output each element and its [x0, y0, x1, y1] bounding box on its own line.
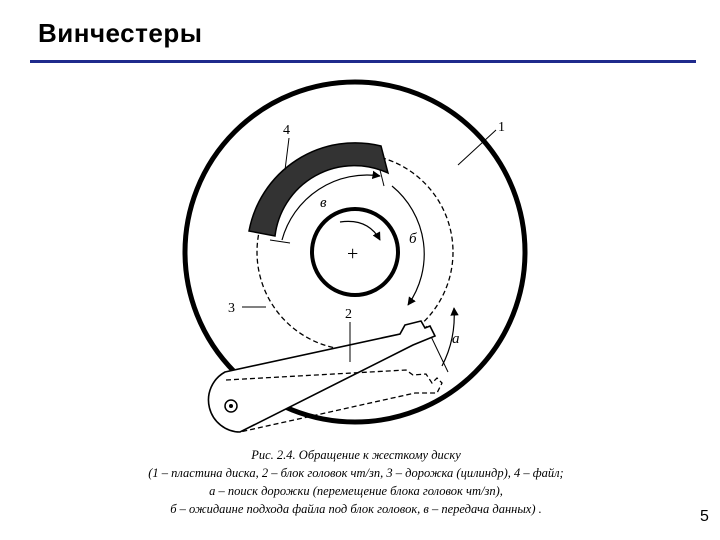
- label-head-block: 2: [345, 307, 352, 322]
- label-file: 4: [283, 123, 290, 138]
- slide-title: Винчестеры: [38, 18, 203, 48]
- caption-line: Рис. 2.4. Обращение к жесткому диску: [251, 448, 461, 462]
- label-disk: 1: [498, 120, 505, 135]
- spindle-label: +: [347, 243, 359, 265]
- slide-number: 5: [700, 508, 709, 525]
- transfer-label: в: [320, 195, 327, 211]
- seek-label: а: [452, 331, 460, 347]
- label-track: 3: [228, 301, 235, 316]
- figure-caption: [96, 446, 616, 518]
- caption-line: б – ожидаине подхода файла под блок головок, в – передача данных) .: [170, 502, 542, 516]
- caption-line: а – поиск дорожки (перемещение блока головок чт/зп),: [209, 484, 503, 498]
- wait-label: б: [409, 231, 417, 247]
- arm-pivot-inner: [229, 404, 233, 408]
- caption-line: (1 – пластина диска, 2 – блок головок чт/зп, 3 – дорожка (цилиндр), 4 – файл;: [148, 466, 564, 480]
